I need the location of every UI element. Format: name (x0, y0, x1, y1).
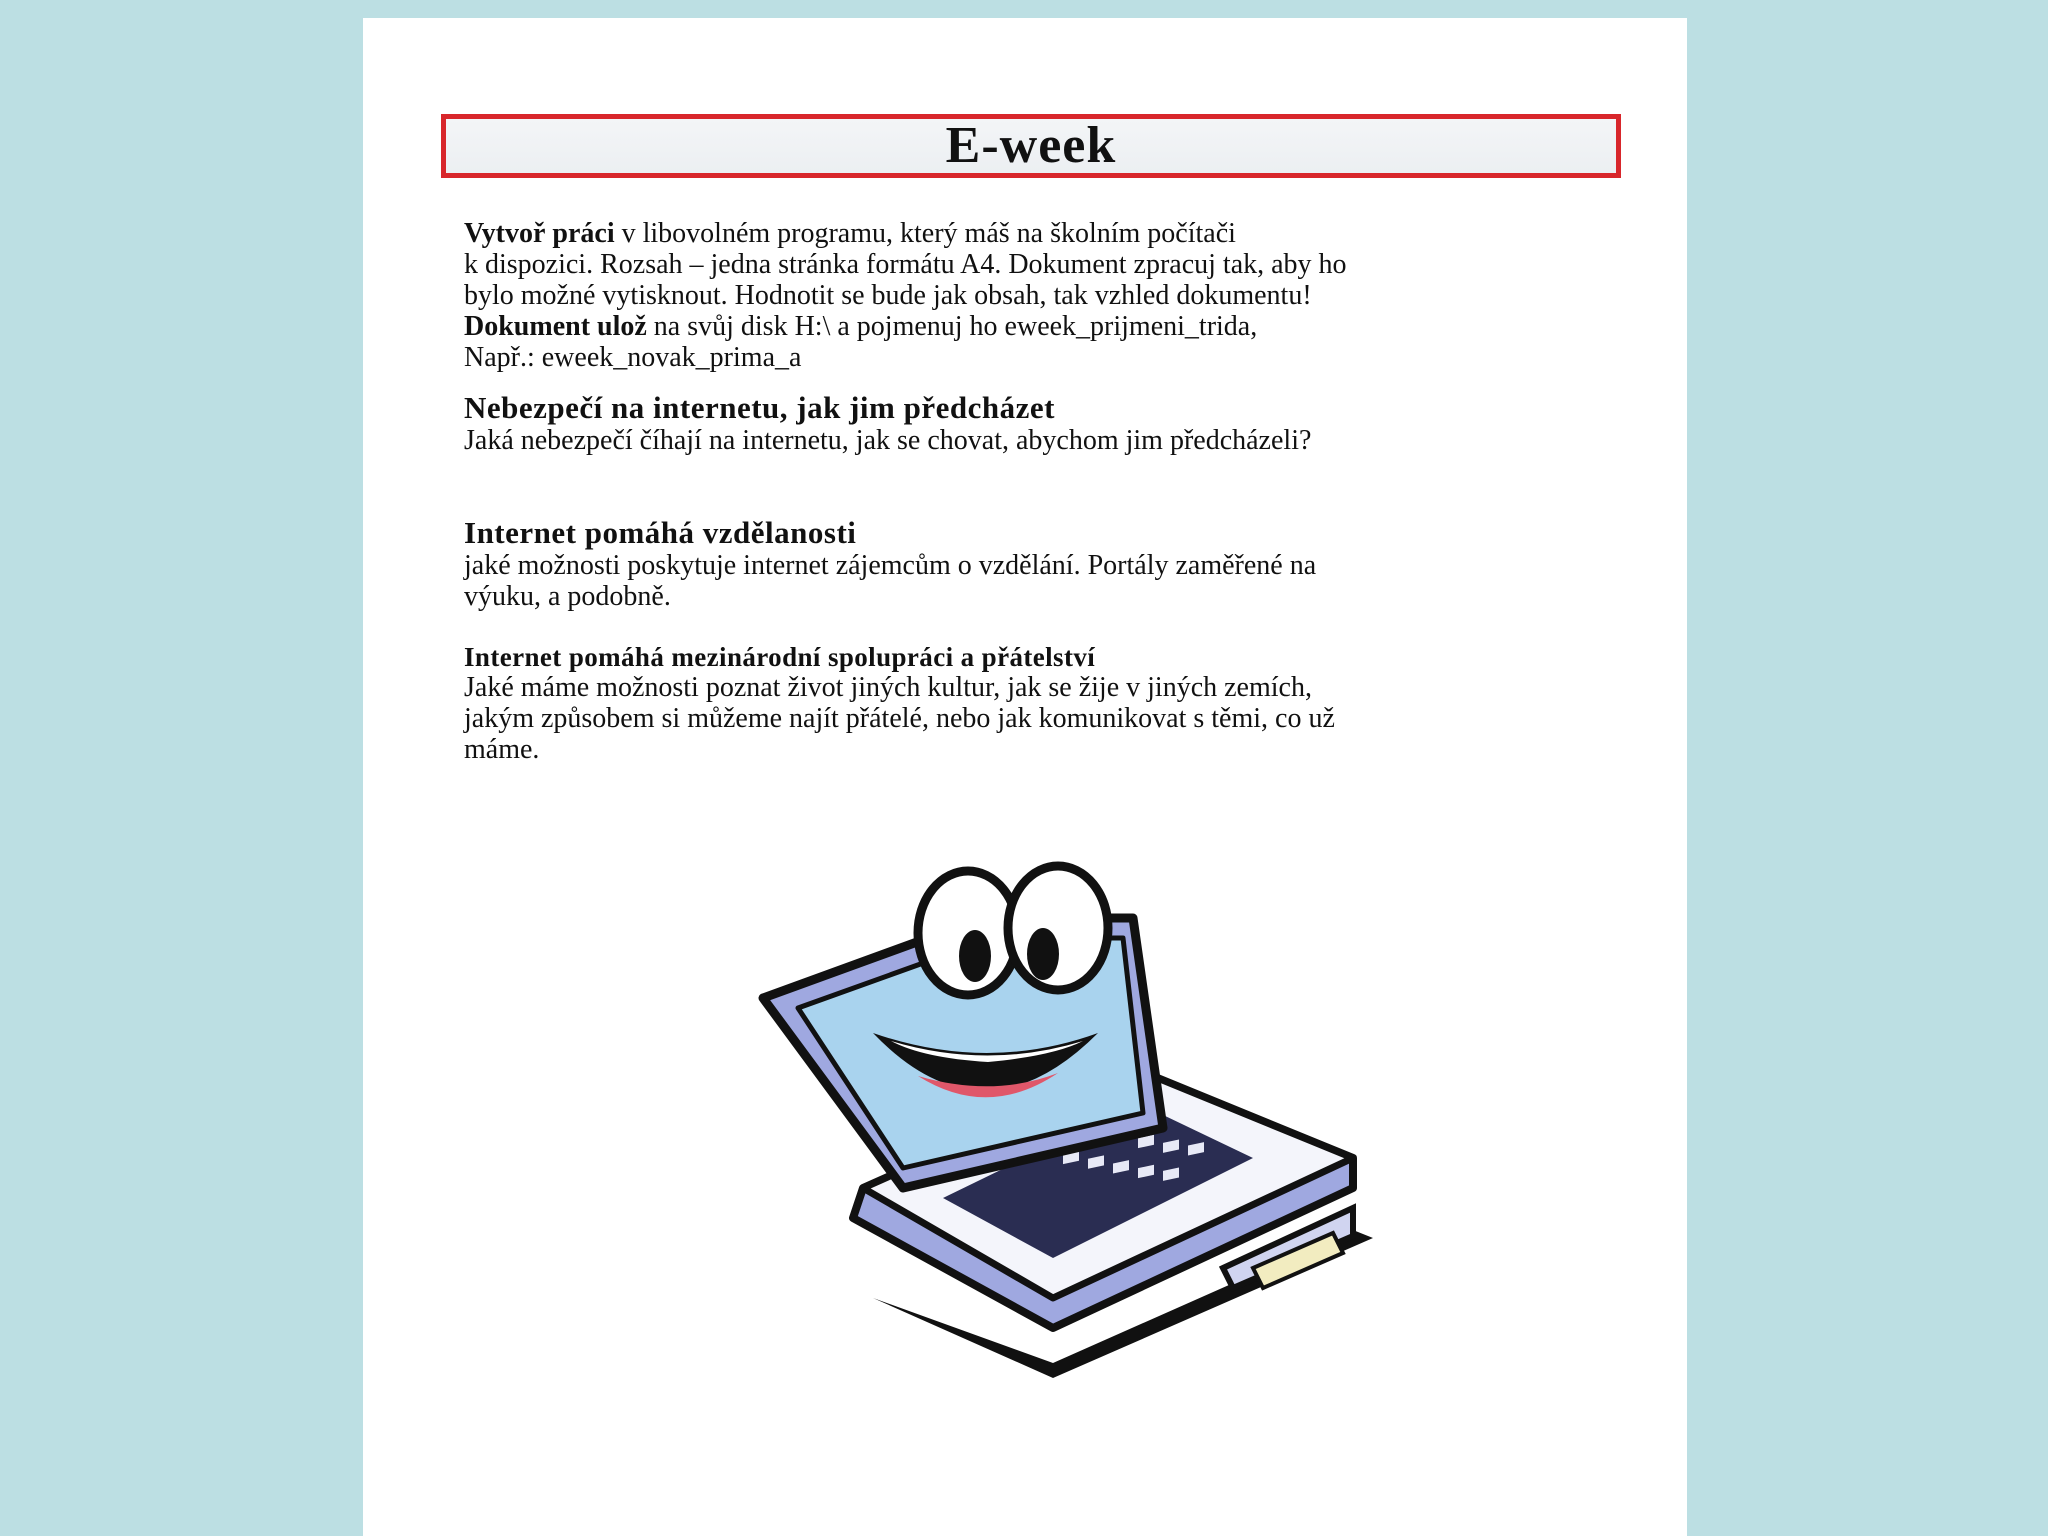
section-cooperation (464, 642, 1614, 765)
section-education (464, 516, 1614, 612)
document-page (363, 18, 1687, 1536)
section-line: jaké možnosti poskytuje internet zájemcům o vzdělání. Portály zaměřené na (464, 550, 1317, 581)
intro-block (464, 218, 1614, 373)
smiling-laptop-illustration (753, 858, 1393, 1398)
right-eye (1008, 866, 1108, 990)
section-heading: Nebezpečí na internetu, jak jim předcházet (464, 390, 1055, 425)
section-heading: Internet pomáhá mezinárodní spolupráci a přátelství (464, 642, 1096, 672)
intro-line-2: k dispozici. Rozsah – jedna stránka formátu A4. Dokument zpracuj tak, aby ho (464, 249, 1347, 280)
intro-text-4: na svůj disk H:\ a pojmenuj ho eweek_prijmeni_trida, (646, 311, 1258, 342)
section-line: výuku, a podobně. (464, 581, 671, 612)
title-box (441, 114, 1621, 178)
intro-line-4 (464, 311, 1614, 342)
left-pupil (959, 930, 991, 982)
section-line: Jaké máme možnosti poznat život jiných kultur, jak se žije v jiných zemích, (464, 672, 1312, 703)
intro-bold-4: Dokument ulož (464, 311, 647, 342)
section-heading: Internet pomáhá vzdělanosti (464, 515, 857, 550)
section-dangers (464, 391, 1614, 456)
intro-text-1: v libovolném programu, který máš na školním počítači (614, 218, 1236, 249)
intro-line-5: Např.: eweek_novak_prima_a (464, 342, 802, 373)
intro-line-1 (464, 218, 1614, 249)
section-line: jakým způsobem si můžeme najít přátelé, nebo jak komunikovat s těmi, co už (464, 703, 1335, 734)
section-line: máme. (464, 734, 540, 765)
intro-line-3: bylo možné vytisknout. Hodnotit se bude jak obsah, tak vzhled dokumentu! (464, 280, 1312, 311)
intro-bold-1: Vytvoř práci (464, 218, 615, 249)
section-line: Jaká nebezpečí číhají na internetu, jak se chovat, abychom jim předcházeli? (464, 425, 1312, 456)
right-pupil (1027, 928, 1059, 980)
page-title: E-week (945, 117, 1117, 174)
